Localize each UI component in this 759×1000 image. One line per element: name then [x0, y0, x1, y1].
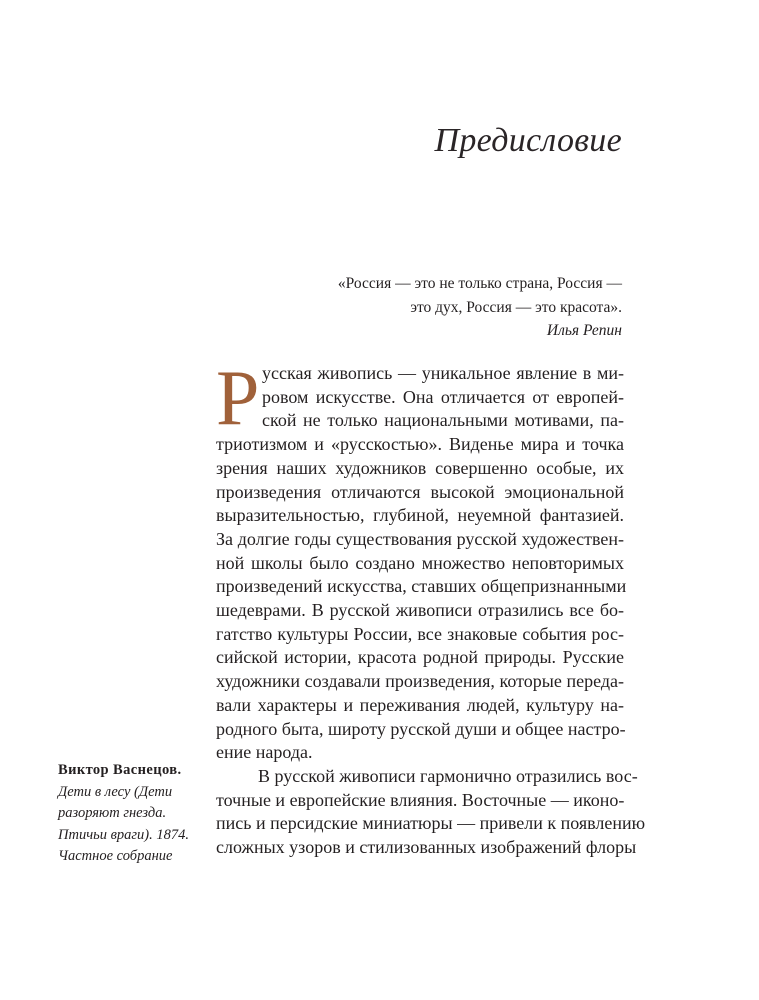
- body-line: триотизмом и «русскостью». Виденье мира и точка: [216, 434, 624, 455]
- body-line: зрения наших художников совершенно особые, их: [216, 457, 624, 478]
- body-line: В русской живописи гармонично отразились вос-: [258, 765, 638, 786]
- body-line: произведения отличаются высокой эмоциональной: [216, 481, 624, 502]
- body-line: выразительностью, глубиной, неуемной фантазией.: [216, 505, 624, 526]
- body-text: [216, 354, 646, 860]
- body-line: ской не только национальными мотивами, па-: [262, 410, 624, 431]
- body-line: За долгие годы существования русской художествен-: [216, 528, 624, 549]
- epigraph-author: Илья Репин: [546, 322, 622, 339]
- epigraph-line: «Россия — это не только страна, Россия —: [337, 275, 622, 292]
- body-line: художники создавали произведения, которые переда-: [216, 671, 624, 692]
- drop-cap: Р: [216, 354, 260, 441]
- body-line: точные и европейские влияния. Восточные — иконо-: [216, 789, 625, 810]
- image-caption: [58, 760, 208, 868]
- caption-line: Дети в лесу (Дети: [58, 783, 173, 800]
- epigraph-line: это дух, Россия — это красота».: [410, 298, 622, 316]
- body-line: ной школы было создано множество неповторимых: [216, 552, 624, 573]
- caption-line: Птичьи враги). 1874.: [58, 826, 189, 843]
- body-line: пись и персидские миниатюры — привели к появлению: [216, 813, 646, 834]
- caption-line: Частное собрание: [58, 848, 173, 864]
- epigraph: [232, 272, 622, 343]
- body-line: шедеврами. В русской живописи отразились все бо-: [216, 600, 624, 621]
- body-line: ровом искусстве. Она отличается от европей-: [262, 386, 624, 407]
- caption-author: Виктор Васнецов.: [58, 762, 182, 778]
- caption-line: разоряют гнезда.: [58, 805, 167, 821]
- body-line: сложных узоров и стилизованных изображений флоры: [216, 837, 637, 858]
- body-line: родного быта, широту русской души и общее настро-: [216, 718, 626, 739]
- page-title: Предисловие: [434, 122, 622, 159]
- body-line: вали характеры и переживания людей, культуру на-: [216, 694, 624, 715]
- body-line: ение народа.: [216, 742, 313, 763]
- body-line: усская живопись — уникальное явление в ми-: [262, 363, 624, 383]
- body-line: гатство культуры России, все знаковые события рос-: [216, 623, 624, 644]
- body-line: произведений искусства, ставших общепризнанными: [216, 576, 627, 597]
- body-line: сийской истории, красота родной природы. Русские: [216, 647, 624, 668]
